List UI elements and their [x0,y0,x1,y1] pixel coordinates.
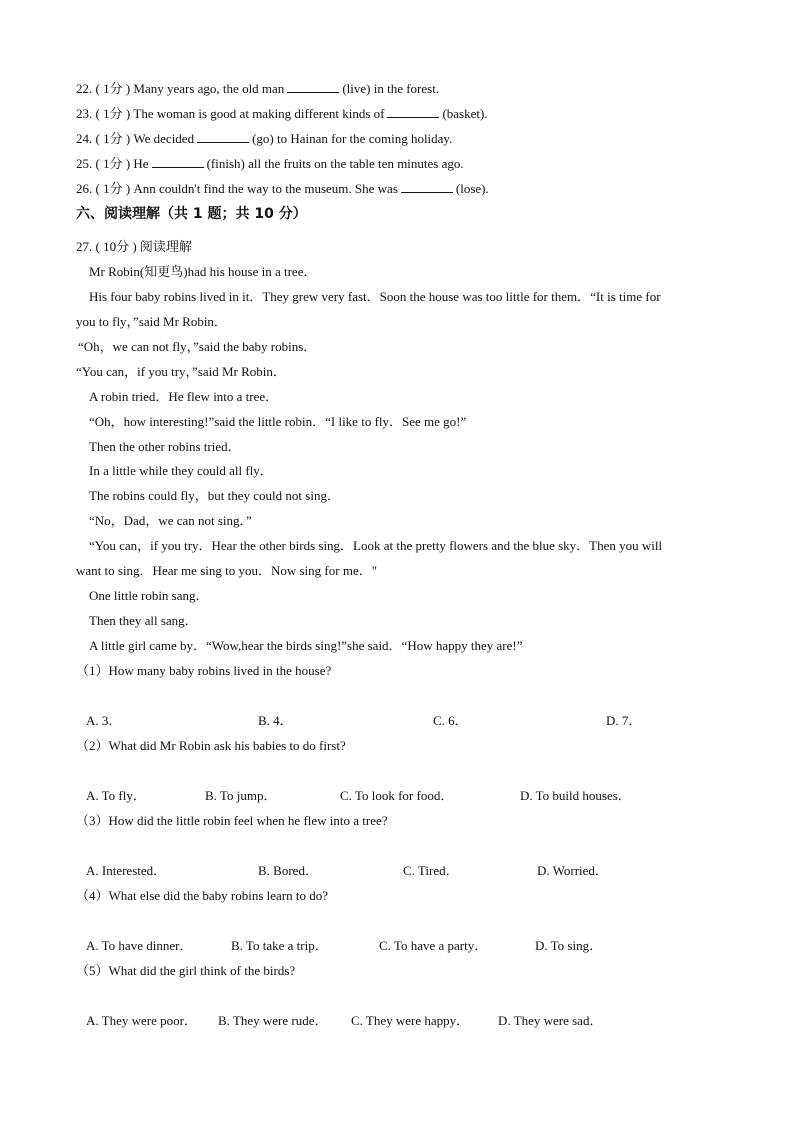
fill-item-26 [76,181,489,197]
passage-line: “No，Dad，we can not sing．” [89,513,252,528]
option-c[interactable]: C. They were happy． [351,1013,470,1028]
question-stem: （4）What else did the baby robins learn to do? [76,888,328,903]
fill-item-hint: (live) in the forest. [342,81,440,96]
passage-line: want to sing．Hear me sing to you．Now sing for me．" [76,563,378,578]
option-d[interactable]: D. They were sad． [498,1013,603,1028]
fill-item-text: 25. ( 1分 ) He [76,156,149,171]
fill-item-22 [76,81,439,97]
option-a[interactable]: A. To fly． [86,788,146,803]
option-d[interactable]: D. Worried． [537,863,608,878]
option-a[interactable]: A. To have dinner． [86,938,193,953]
question-27-header: 27. ( 10分 ) 阅读理解 [76,239,192,254]
passage-line: you to fly，”said Mr Robin． [76,314,227,329]
option-c[interactable]: C. To look for food． [340,788,454,803]
passage-line: Then they all sang． [89,613,198,628]
answer-blank [197,131,249,143]
option-a[interactable]: A. Interested． [86,863,167,878]
answer-blank [387,106,439,118]
option-b[interactable]: B. To jump． [205,788,277,803]
passage-line: His four baby robins lived in it．They grew very fast．Soon the house was too little for them．“It is time for [89,289,661,304]
option-b[interactable]: B. Bored． [258,863,318,878]
passage-line: “Oh，how interesting!”said the little robin．“I like to fly．See me go!” [89,414,467,429]
fill-item-24 [76,131,452,147]
question-stem: （5）What did the girl think of the birds? [76,963,296,978]
fill-item-hint: (basket). [442,106,488,121]
option-c[interactable]: C. 6． [433,713,468,728]
option-d[interactable]: D. To build houses． [520,788,631,803]
answer-blank [287,81,339,93]
option-d[interactable]: D. To sing． [535,938,603,953]
question-stem: （3）How did the little robin feel when he flew into a tree? [76,813,388,828]
fill-item-text: 22. ( 1分 ) Many years ago, the old man [76,81,285,96]
passage-line: A little girl came by．“Wow,hear the birds sing!”she said．“How happy they are!” [89,638,523,653]
passage-line: “You can，if you try．Hear the other birds sing．Look at the pretty flowers and the blue sky．Then you will [89,538,663,553]
option-b[interactable]: B. They were rude． [218,1013,328,1028]
fill-item-text: 23. ( 1分 ) The woman is good at making different kinds of [76,106,385,121]
passage-line: Mr Robin(知更鸟)had his house in a tree． [89,264,317,279]
option-c[interactable]: C. Tired． [403,863,459,878]
option-d[interactable]: D. 7． [606,713,642,728]
fill-item-23 [76,106,488,122]
answer-blank [401,181,453,193]
passage-line: One little robin sang． [89,588,209,603]
option-a[interactable]: A. 3． [86,713,122,728]
passage-line: In a little while they could all fly． [89,463,273,478]
section-title: 六、阅读理解（共 1 题；共 10 分） [76,206,307,222]
passage-line: “You can，if you try，”said Mr Robin． [76,364,286,379]
fill-item-text: 24. ( 1分 ) We decided [76,131,195,146]
option-b[interactable]: B. To take a trip． [231,938,328,953]
passage-line: A robin tried．He flew into a tree． [89,389,279,404]
option-a[interactable]: A. They were poor． [86,1013,197,1028]
option-b[interactable]: B. 4． [258,713,293,728]
passage-line: The robins could fly，but they could not sing． [89,488,340,503]
fill-item-25 [76,156,464,172]
fill-item-hint: (finish) all the fruits on the table ten minutes ago. [206,156,464,171]
question-stem: （2）What did Mr Robin ask his babies to do first? [76,738,346,753]
passage-line: “Oh，we can not fly，”said the baby robins． [78,339,317,354]
fill-item-hint: (go) to Hainan for the coming holiday. [252,131,453,146]
option-c[interactable]: C. To have a party． [379,938,488,953]
passage-line: Then the other robins tried． [89,439,241,454]
question-stem: （1）How many baby robins lived in the house? [76,663,332,678]
answer-blank [152,156,204,168]
fill-item-hint: (lose). [455,181,489,196]
fill-item-text: 26. ( 1分 ) Ann couldn't find the way to the museum. She was [76,181,398,196]
